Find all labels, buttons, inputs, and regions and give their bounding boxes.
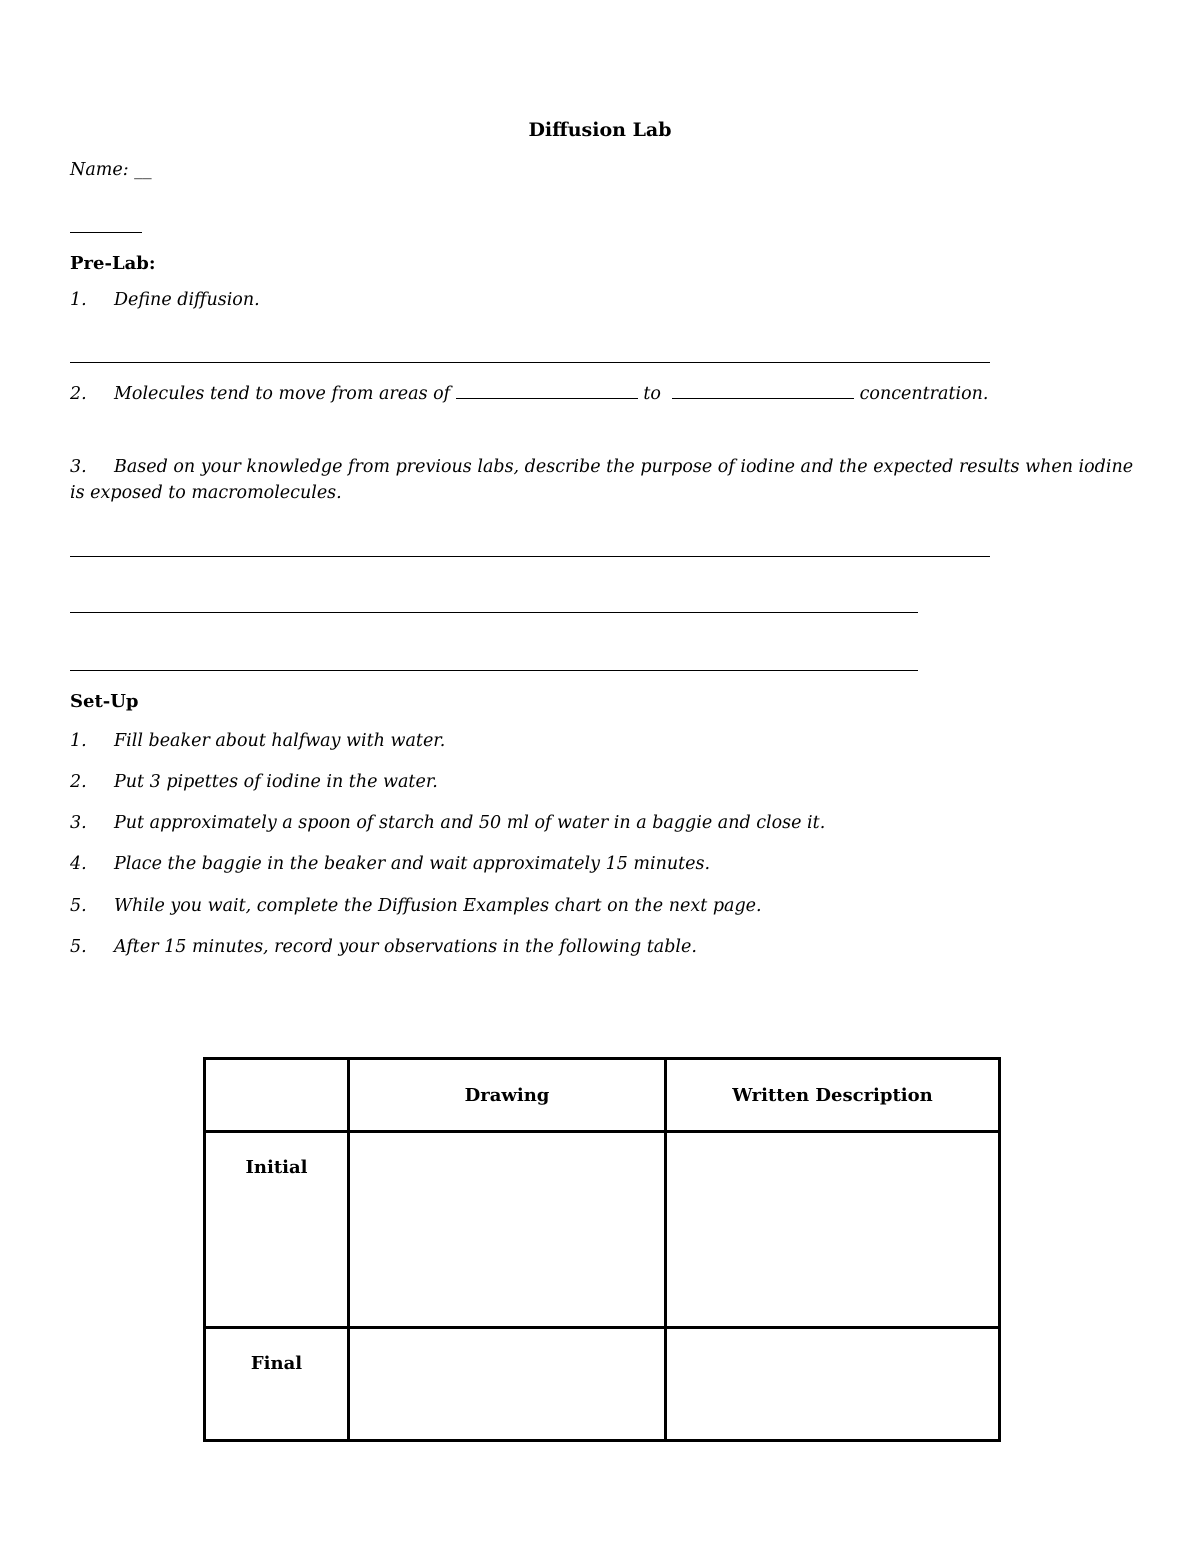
setup-step xyxy=(70,854,1130,878)
step-number: 1. xyxy=(70,731,87,751)
step-number: 3. xyxy=(70,813,87,833)
table-row-final xyxy=(205,1328,1000,1441)
step-text: Fill beaker about halfway with water. xyxy=(114,731,446,751)
step-number: 5. xyxy=(70,896,87,916)
q3-answer-line-2[interactable] xyxy=(70,612,918,613)
final-drawing-cell[interactable] xyxy=(349,1328,666,1441)
setup-step xyxy=(70,772,1130,796)
table-row-initial xyxy=(205,1132,1000,1328)
prelab-heading: Pre-Lab: xyxy=(70,253,156,274)
step-number: 5. xyxy=(70,937,87,957)
step-text: Place the baggie in the beaker and wait approximately 15 minutes. xyxy=(114,854,711,874)
row-label-initial: Initial xyxy=(245,1157,308,1178)
row-label-cell xyxy=(205,1132,349,1328)
q3-answer-line-1[interactable] xyxy=(70,556,990,557)
page-title: Diffusion Lab xyxy=(528,119,672,141)
question-text xyxy=(114,384,988,404)
question-text-line-2: is exposed to macromolecules. xyxy=(70,483,342,503)
question-text-middle: to xyxy=(643,384,661,404)
question-number: 2. xyxy=(70,384,87,404)
initial-description-cell[interactable] xyxy=(666,1132,1000,1328)
q3-answer-line-3[interactable] xyxy=(70,670,918,671)
prelab-question-1 xyxy=(70,290,1130,314)
question-number: 1. xyxy=(70,290,87,310)
row-label-final: Final xyxy=(250,1353,303,1374)
step-text: After 15 minutes, record your observations in the following table. xyxy=(114,937,697,957)
prelab-question-3 xyxy=(70,457,1134,481)
setup-step xyxy=(70,813,1130,837)
question-text-before: Molecules tend to move from areas of xyxy=(114,384,451,404)
name-answer-line[interactable] xyxy=(70,232,142,233)
step-text: Put 3 pipettes of iodine in the water. xyxy=(114,772,438,792)
row-label-cell xyxy=(205,1328,349,1441)
low-concentration-blank[interactable] xyxy=(672,384,854,399)
name-label: Name: __ xyxy=(70,160,152,180)
step-text: While you wait, complete the Diffusion Examples chart on the next page. xyxy=(114,896,762,916)
question-text: Define diffusion. xyxy=(114,290,260,310)
setup-step xyxy=(70,896,1130,920)
setup-step xyxy=(70,731,1130,755)
step-number: 4. xyxy=(70,854,87,874)
question-number: 3. xyxy=(70,457,87,477)
question-text-after: concentration. xyxy=(859,384,989,404)
step-number: 2. xyxy=(70,772,87,792)
q1-answer-line[interactable] xyxy=(70,362,990,363)
question-text-line-1: Based on your knowledge from previous labs, describe the purpose of iodine and the expected results when iodine xyxy=(114,457,1134,477)
setup-step xyxy=(70,937,1130,961)
initial-drawing-cell[interactable] xyxy=(349,1132,666,1328)
setup-heading: Set-Up xyxy=(70,691,139,712)
prelab-question-2 xyxy=(70,384,1130,408)
table-header-row xyxy=(205,1059,1000,1132)
header-cell-blank xyxy=(205,1059,349,1132)
header-cell-drawing: Drawing xyxy=(349,1059,666,1132)
header-cell-written-description: Written Description xyxy=(666,1059,1000,1132)
step-text: Put approximately a spoon of starch and 50 ml of water in a baggie and close it. xyxy=(114,813,826,833)
final-description-cell[interactable] xyxy=(666,1328,1000,1441)
high-concentration-blank[interactable] xyxy=(456,384,638,399)
observation-table xyxy=(203,1057,1001,1442)
